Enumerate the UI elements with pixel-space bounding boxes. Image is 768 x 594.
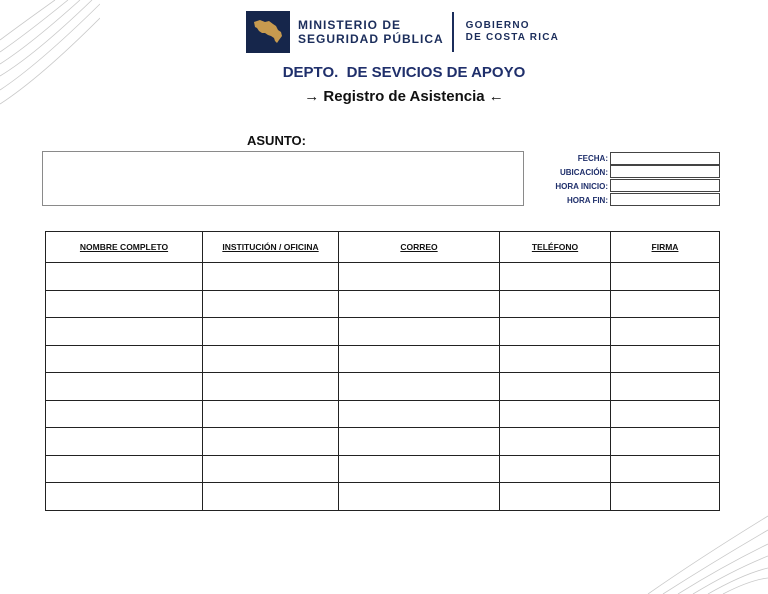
hora-inicio-field[interactable]	[610, 179, 720, 192]
fecha-label: FECHA:	[577, 153, 608, 163]
institucion-cell[interactable]	[203, 290, 339, 318]
government-name	[466, 20, 559, 44]
table-row	[46, 400, 720, 428]
column-header-firma: FIRMA	[611, 232, 720, 263]
nombre-cell[interactable]	[46, 373, 203, 401]
nombre-cell[interactable]	[46, 400, 203, 428]
nombre-cell[interactable]	[46, 455, 203, 483]
table-row	[46, 483, 720, 511]
meta-row-hora-fin	[540, 193, 720, 207]
table-row	[46, 318, 720, 346]
institucion-cell[interactable]	[203, 400, 339, 428]
logo-divider	[452, 12, 454, 52]
telefono-cell[interactable]	[500, 428, 611, 456]
institucion-cell[interactable]	[203, 373, 339, 401]
nombre-cell[interactable]	[46, 290, 203, 318]
attendance-table-body	[46, 263, 720, 511]
institucion-cell[interactable]	[203, 345, 339, 373]
telefono-cell[interactable]	[500, 455, 611, 483]
hora-fin-field[interactable]	[610, 193, 720, 206]
correo-cell[interactable]	[339, 290, 500, 318]
table-header-row	[46, 232, 720, 263]
institucion-cell[interactable]	[203, 263, 339, 291]
telefono-cell[interactable]	[500, 400, 611, 428]
meta-row-hora-inicio	[540, 179, 720, 193]
correo-cell[interactable]	[339, 455, 500, 483]
ministry-logo	[246, 10, 559, 54]
firma-cell[interactable]	[611, 263, 720, 291]
government-line-2: DE COSTA RICA	[465, 32, 560, 43]
nombre-cell[interactable]	[46, 318, 203, 346]
column-header-nombre: NOMBRE COMPLETO	[46, 232, 203, 263]
firma-cell[interactable]	[611, 345, 720, 373]
correo-cell[interactable]	[339, 400, 500, 428]
firma-cell[interactable]	[611, 318, 720, 346]
corner-decoration-bottom-right	[638, 504, 768, 594]
fecha-field[interactable]	[610, 152, 720, 165]
costa-rica-map-seal-icon	[246, 11, 290, 53]
ministry-line-1: MINISTERIO DE	[298, 18, 402, 32]
firma-cell[interactable]	[611, 483, 720, 511]
table-row	[46, 290, 720, 318]
table-row	[46, 263, 720, 291]
table-row	[46, 345, 720, 373]
correo-cell[interactable]	[339, 318, 500, 346]
institucion-cell[interactable]	[203, 483, 339, 511]
institucion-cell[interactable]	[203, 318, 339, 346]
attendance-table	[45, 231, 720, 511]
ubicacion-label: UBICACIÓN:	[560, 167, 608, 177]
ministry-name	[298, 18, 444, 46]
meta-row-fecha	[540, 151, 720, 165]
correo-cell[interactable]	[339, 483, 500, 511]
table-row	[46, 373, 720, 401]
firma-cell[interactable]	[611, 373, 720, 401]
document-subtitle: → Registro de Asistencia ←	[304, 88, 504, 105]
telefono-cell[interactable]	[500, 290, 611, 318]
asunto-field[interactable]	[42, 151, 524, 206]
asunto-label: ASUNTO:	[247, 133, 306, 148]
telefono-cell[interactable]	[500, 373, 611, 401]
telefono-cell[interactable]	[500, 263, 611, 291]
correo-cell[interactable]	[339, 428, 500, 456]
firma-cell[interactable]	[611, 400, 720, 428]
department-title: DEPTO. DE SEVICIOS DE APOYO	[282, 64, 526, 81]
telefono-cell[interactable]	[500, 483, 611, 511]
column-header-telefono: TELÉFONO	[500, 232, 611, 263]
firma-cell[interactable]	[611, 290, 720, 318]
firma-cell[interactable]	[611, 455, 720, 483]
correo-cell[interactable]	[339, 373, 500, 401]
nombre-cell[interactable]	[46, 345, 203, 373]
ubicacion-field[interactable]	[610, 165, 720, 178]
table-row	[46, 455, 720, 483]
correo-cell[interactable]	[339, 345, 500, 373]
column-header-correo: CORREO	[339, 232, 500, 263]
meta-fields	[540, 151, 720, 207]
nombre-cell[interactable]	[46, 428, 203, 456]
hora-fin-label: HORA FIN:	[566, 195, 608, 205]
column-header-institucion: INSTITUCIÓN / OFICINA	[203, 232, 339, 263]
firma-cell[interactable]	[611, 428, 720, 456]
ministry-line-2: SEGURIDAD PÚBLICA	[298, 32, 444, 46]
nombre-cell[interactable]	[46, 263, 203, 291]
institucion-cell[interactable]	[203, 455, 339, 483]
telefono-cell[interactable]	[500, 345, 611, 373]
hora-inicio-label: HORA INICIO:	[555, 181, 608, 191]
telefono-cell[interactable]	[500, 318, 611, 346]
institucion-cell[interactable]	[203, 428, 339, 456]
table-row	[46, 428, 720, 456]
government-line-1: GOBIERNO	[465, 20, 530, 31]
correo-cell[interactable]	[339, 263, 500, 291]
meta-row-ubicacion	[540, 165, 720, 179]
nombre-cell[interactable]	[46, 483, 203, 511]
